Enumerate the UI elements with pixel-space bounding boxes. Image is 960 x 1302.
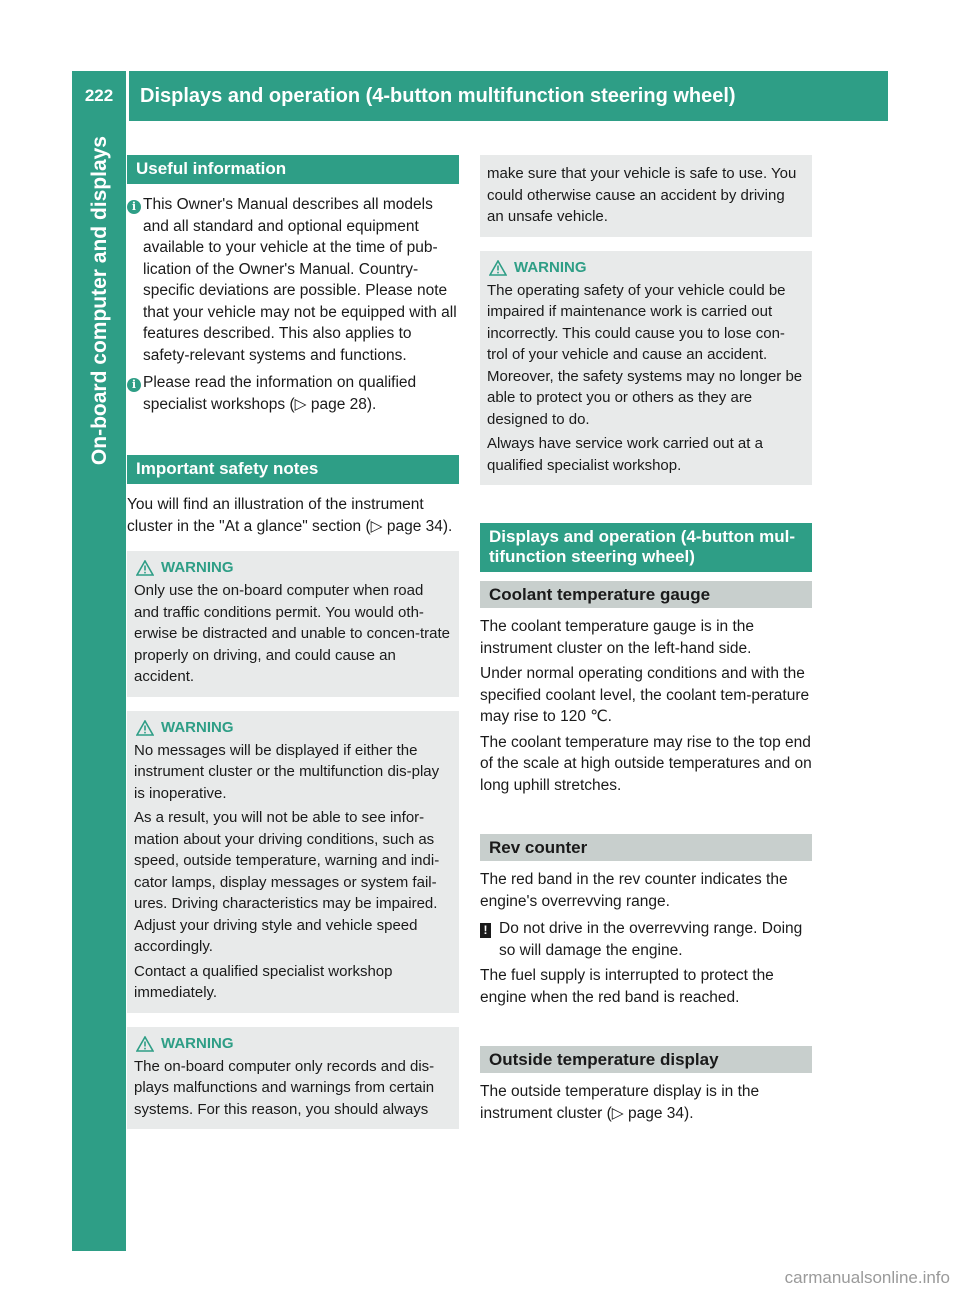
- exclamation-icon: !: [480, 923, 491, 938]
- rev-counter-heading: Rev counter: [480, 834, 812, 861]
- warning-text: No messages will be displayed if either the instrument cluster or the multifunction dis-play is inoperative.: [134, 741, 440, 802]
- info-icon: i: [127, 378, 141, 392]
- safety-notes-heading: Important safety notes: [127, 455, 459, 484]
- coolant-text: The coolant temperature may rise to the top end of the scale at high outside temperatures and on long uphill stretches.: [480, 733, 812, 794]
- warning-box: [127, 551, 459, 697]
- right-column: [480, 155, 812, 1124]
- warning-text: Always have service work carried out at a qualified specialist workshop.: [487, 435, 763, 474]
- coolant-heading: Coolant temperature gauge: [480, 581, 812, 608]
- warning-box: [480, 251, 812, 486]
- left-column: [127, 155, 459, 1129]
- info-note-text: Please read the information on qualified specialist workshops (▷ page 28).: [143, 374, 417, 413]
- warning-label: WARNING: [514, 258, 587, 276]
- info-note: [127, 372, 459, 415]
- caution-note-text: Do not drive in the overrevving range. Doing so will damage the engine.: [499, 920, 803, 959]
- outside-temp-heading: Outside temperature display: [480, 1046, 812, 1073]
- warning-text: As a result, you will not be able to see infor-mation about your driving conditions, such as speed, outside temperature, warning and indi-cator lamps, display messages or system fail-ures. Driving characteristics may be impaired. Adjust your driving style and vehicle speed accordingly.: [134, 809, 440, 955]
- warning-triangle-icon: [136, 720, 154, 736]
- warning-text: The on-board computer only records and dis-plays malfunctions and warnings from certain systems. For this reason, you should always: [134, 1057, 435, 1118]
- warning-text: make sure that your vehicle is safe to use. You could otherwise cause an accident by driving an unsafe vehicle.: [487, 165, 797, 225]
- rev-text: The red band in the rev counter indicates the engine's overrevving range.: [480, 871, 788, 910]
- warning-box-continued: [480, 155, 812, 237]
- warning-text: The operating safety of your vehicle could be impaired if maintenance work is carried out incorrectly. This could cause you to lose con-trol of your vehicle and cause an accident. Moreover, the safety systems may no longer be able to protect you or others as they are designed to do.: [487, 281, 803, 428]
- warning-triangle-icon: [489, 260, 507, 276]
- side-chapter-label: On-board computer and displays: [88, 136, 111, 466]
- page-title: Displays and operation (4-button multifunction steering wheel): [140, 85, 736, 107]
- warning-label: WARNING: [161, 718, 234, 736]
- header-divider: [126, 71, 129, 121]
- useful-info-heading: Useful information: [127, 155, 459, 184]
- coolant-text: Under normal operating conditions and with the specified coolant level, the coolant tem-perature may rise to 120 ℃.: [480, 665, 810, 725]
- warning-label: WARNING: [161, 559, 234, 576]
- watermark: carmanualsonline.info: [784, 1268, 950, 1287]
- rev-text: The fuel supply is interrupted to protect the engine when the red band is reached.: [480, 967, 774, 1006]
- safety-intro: You will find an illustration of the instrument cluster in the "At a glance" section (▷ page 34).: [127, 496, 453, 535]
- warning-box: [127, 1027, 459, 1130]
- info-note: [127, 194, 459, 366]
- warning-box: [127, 711, 459, 1013]
- info-icon: i: [127, 200, 141, 214]
- warning-label: WARNING: [161, 1034, 234, 1052]
- coolant-text: The coolant temperature gauge is in the instrument cluster on the left-hand side.: [480, 618, 755, 657]
- warning-triangle-icon: [136, 1036, 154, 1052]
- warning-text: Only use the on-board computer when road and traffic conditions permit. You would oth-erwise be distracted and unable to concen-trate properly on driving, and could cause an accident.: [134, 582, 451, 685]
- warning-triangle-icon: [136, 560, 154, 576]
- info-note-text: This Owner's Manual describes all models and all standard and optional equipment available to your vehicle at the time of pub-lication of the Owner's Manual. Country-specific deviations are possible. Please note that your vehicle may not be equipped with all features described. This also applies to safety-relevant systems and functions.: [143, 196, 457, 364]
- page-number: 222: [84, 86, 114, 105]
- caution-note: [480, 918, 812, 961]
- outside-temp-text: The outside temperature display is in the instrument cluster (▷ page 34).: [480, 1083, 760, 1122]
- warning-text: Contact a qualified specialist workshop immediately.: [134, 962, 393, 1001]
- displays-operation-heading: Displays and operation (4-button mul-tifunction steering wheel): [480, 523, 812, 572]
